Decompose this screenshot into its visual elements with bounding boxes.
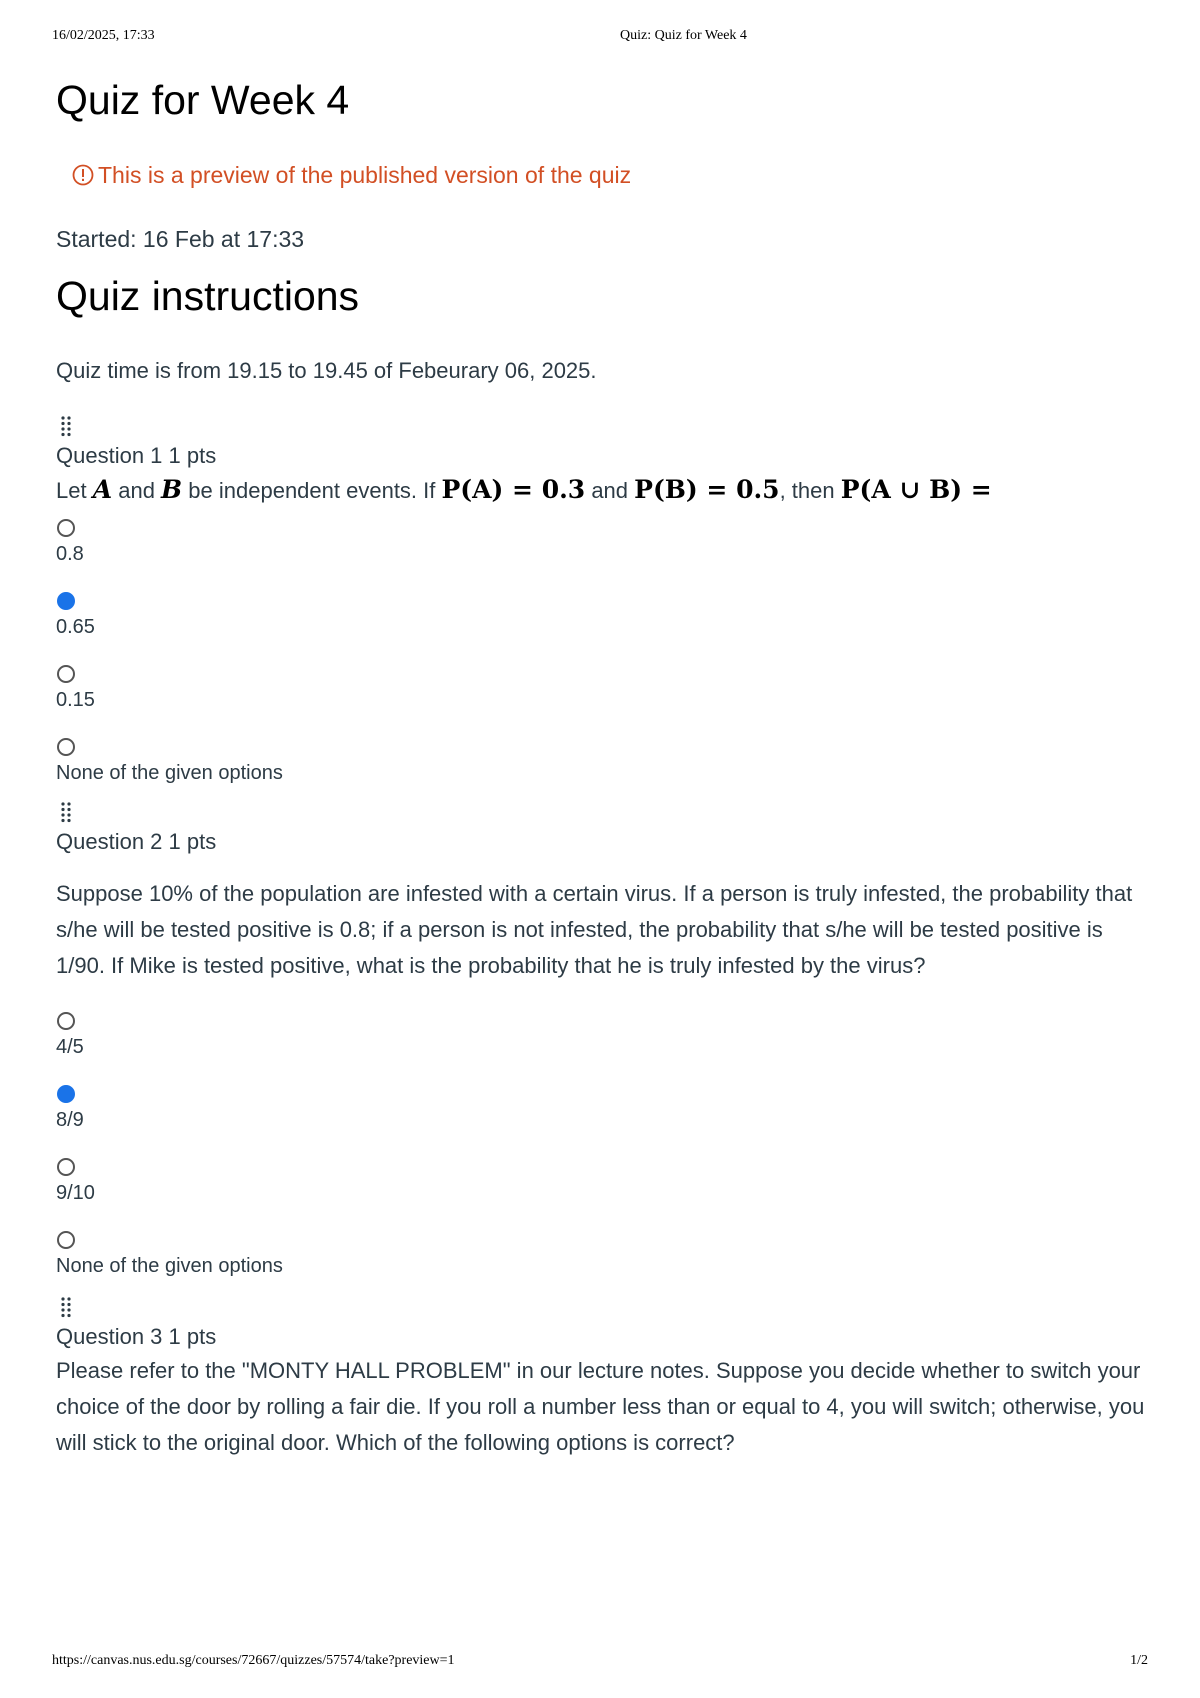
- print-url: https://canvas.nus.edu.sg/courses/72667/quizzes/57574/take?preview=1: [52, 1653, 455, 1668]
- math-var-b: [161, 475, 182, 504]
- math-var-b-text: B: [161, 475, 183, 504]
- answer-option[interactable]: [56, 1085, 1146, 1135]
- answer-option[interactable]: [56, 1231, 1146, 1281]
- question-text-part: and: [585, 478, 635, 503]
- preview-notice-text: This is a preview of the published version of the quiz: [98, 161, 632, 188]
- radio-button-selected[interactable]: [57, 1085, 75, 1103]
- question-header: Question 2 1 pts: [56, 829, 217, 854]
- quiz-title: Quiz for Week 4: [56, 77, 350, 123]
- option-label: 4/5: [56, 1036, 84, 1058]
- question-text: Please refer to the "MONTY HALL PROBLEM" in our lecture notes. Suppose you decide whether to switch your choice of the door by rolling a fair die. If you roll a number less than or equal to 4, you will switch; otherwise, you will stick to the original door. Which of the following options is correct?: [56, 1358, 1145, 1455]
- print-header: [52, 28, 1148, 48]
- question-header: Question 3 1 pts: [56, 1324, 217, 1349]
- question-text-part: , then: [779, 478, 841, 503]
- question-text-part: Let: [56, 478, 93, 503]
- instructions-text: Quiz time is from 19.15 to 19.45 of Febeurary 06, 2025.: [56, 358, 597, 383]
- print-doc-title: Quiz: Quiz for Week 4: [620, 28, 747, 43]
- warning-circle-icon: [72, 164, 94, 186]
- quiz-content: [56, 70, 1146, 1461]
- question-3: [56, 1293, 1146, 1461]
- radio-button[interactable]: [57, 665, 75, 683]
- question-header: Question 1 1 pts: [56, 443, 217, 468]
- answer-option[interactable]: [56, 519, 1146, 569]
- option-label: 8/9: [56, 1109, 84, 1131]
- question-text: Suppose 10% of the population are infested with a certain virus. If a person is truly infested, the probability that s/he will be tested positive is 0.8; if a person is not infested, the probability that s/he will be tested positive is 1/90. If Mike is tested positive, what is the probability that he is truly infested by the virus?: [56, 881, 1133, 978]
- answer-option[interactable]: [56, 665, 1146, 715]
- math-pa: P(A) = 0.3: [441, 475, 586, 504]
- math-var-a-text: A: [92, 475, 113, 504]
- answer-option[interactable]: [56, 1012, 1146, 1062]
- option-label: 9/10: [56, 1182, 95, 1204]
- answer-option[interactable]: [56, 1158, 1146, 1208]
- radio-button[interactable]: [57, 1012, 75, 1030]
- question-1: [56, 412, 1146, 788]
- radio-button-selected[interactable]: [57, 592, 75, 610]
- drag-handle-icon[interactable]: [56, 798, 1146, 826]
- question-text: [56, 472, 1146, 509]
- option-label: None of the given options: [56, 1255, 283, 1277]
- question-2: [56, 798, 1146, 1281]
- drag-handle-icon[interactable]: [56, 412, 1146, 440]
- radio-button[interactable]: [57, 1158, 75, 1176]
- question-text-part: be independent events. If: [182, 478, 442, 503]
- option-label: 0.15: [56, 689, 95, 711]
- started-time: Started: 16 Feb at 17:33: [56, 226, 305, 252]
- print-footer: [52, 1653, 1148, 1673]
- option-label: 0.8: [56, 543, 84, 565]
- math-pb: P(B) = 0.5: [634, 475, 780, 504]
- math-var-a: [93, 475, 112, 504]
- radio-button[interactable]: [57, 519, 75, 537]
- radio-button[interactable]: [57, 1231, 75, 1249]
- answer-option[interactable]: [56, 738, 1146, 788]
- print-page-number: 1/2: [1130, 1653, 1148, 1668]
- question-text-part: and: [112, 478, 162, 503]
- answer-option[interactable]: [56, 592, 1146, 642]
- print-datetime: 16/02/2025, 17:33: [52, 28, 155, 43]
- preview-notice: [72, 158, 1146, 192]
- instructions-heading: Quiz instructions: [56, 273, 360, 319]
- option-label: None of the given options: [56, 762, 283, 784]
- math-pab: P(A ∪ B) =: [840, 475, 992, 504]
- drag-handle-icon[interactable]: [56, 1293, 1146, 1321]
- option-label: 0.65: [56, 616, 95, 638]
- radio-button[interactable]: [57, 738, 75, 756]
